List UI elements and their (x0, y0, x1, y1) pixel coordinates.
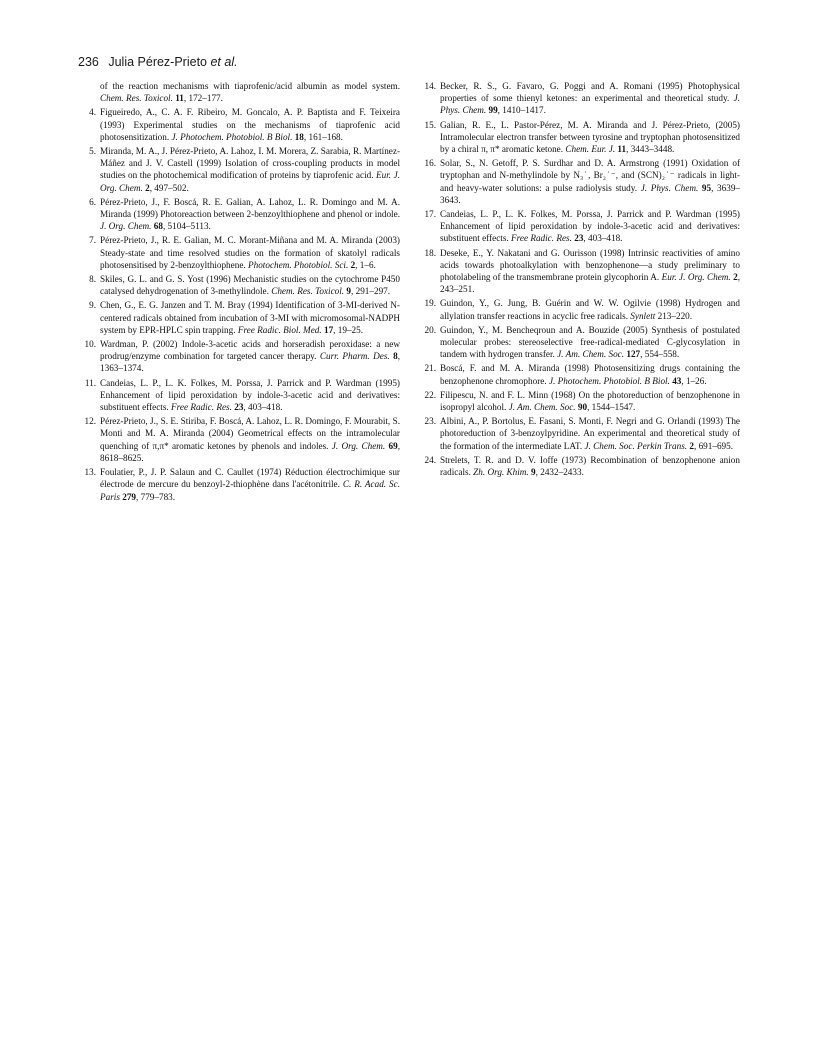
reference-number: 21. (424, 363, 436, 374)
volume-number: 11 (617, 144, 627, 155)
reference-text: , 403–418. (243, 402, 283, 413)
reference-text: , 779–783. (136, 491, 176, 502)
running-head-authors: Julia Pérez-Prieto (108, 55, 207, 69)
reference-text: Strelets, T. R. and D. V. Ioffe (1973) Recombination of benzophenone anion radicals. (440, 454, 740, 478)
reference-text: Filipescu, N. and F. L. Minn (1968) On the photoreduction of benzophenone in isopropyl alcohol. (440, 389, 740, 413)
reference-number: 23. (424, 416, 436, 427)
running-head (78, 55, 238, 69)
reference-number: 6. (89, 196, 96, 207)
volume-number: 90 (577, 402, 588, 413)
reference-text: , 1363–1374. (100, 351, 401, 374)
journal-name: Chem. Res. Toxicol. (100, 93, 173, 104)
volume-number: 23 (234, 402, 244, 413)
journal-name: Free Radic. Biol. Med. (237, 324, 322, 335)
reference-item (80, 234, 400, 271)
reference-number: 24. (424, 454, 436, 465)
reference-text: Galian, R. E., L. Pastor-Pérez, M. A. Miranda and J. Pérez-Prieto, (2005) Intramolecular electron transfer between tyrosine and tryptophan photosensitized by a chiral π, π* aromatic ketone. (440, 119, 740, 155)
journal-name: Free Radic. Res. (511, 233, 572, 244)
reference-item (80, 377, 400, 414)
volume-number: 17 (323, 324, 334, 335)
reference-item (80, 273, 400, 297)
reference-text: , 243–251. (440, 272, 740, 295)
reference-number: 8. (89, 274, 96, 285)
reference-item (420, 454, 740, 478)
journal-name: Photochem. Photobiol. Sci. (248, 259, 349, 270)
reference-text: , 172–177. (183, 93, 223, 104)
reference-item (80, 145, 400, 194)
journal-name: J. Chem. Soc. Perkin Trans. (584, 440, 688, 451)
reference-text: Skiles, G. L. and G. S. Yost (1996) Mechanistic studies on the cytochrome P450 catalysed dehydrogenation of 3-methylindole. (100, 274, 400, 297)
reference-text: Pérez-Prieto, J., R. E. Galian, M. C. Morant-Miñana and M. A. Miranda (2003) Steady-state and time resolved studies on the formation of skatolyl radicals photosensitised by 2-benzoylthiophene. (100, 235, 400, 270)
references-left-column (80, 80, 400, 505)
reference-text: Pérez-Prieto, J., S. E. Stiriba, F. Boscá, A. Lahoz, L. R. Domingo, F. Mourabit, S. Monti and M. A. Miranda (2004) Geometrical effects on the intramolecular quenching of π,π* aromatic ketones by phenols and indoles. (100, 416, 400, 451)
journal-name: C. R. Acad. Sc. Paris (100, 479, 400, 502)
reference-item (420, 389, 740, 413)
journal-name: Chem. Res. Toxicol. (271, 286, 345, 297)
reference-text: , 691–695. (693, 440, 734, 451)
volume-number: 2 (145, 182, 150, 193)
reference-text: , 8618–8625. (100, 440, 401, 463)
volume-number: 95 (701, 182, 712, 193)
journal-name: J. Photochem. Photobiol. B Biol. (171, 131, 293, 142)
reference-item (80, 415, 400, 464)
reference-text: , 291–297. (351, 286, 391, 297)
volume-number: 99 (488, 105, 498, 116)
reference-text: Boscá, F. and M. A. Miranda (1998) Photosensitizing drugs containing the benzophenone chromophore. (440, 363, 740, 386)
volume-number: 9 (346, 286, 351, 297)
volume-number: 68 (153, 221, 163, 232)
references-right-column (420, 80, 740, 480)
reference-text: , 3639–3643. (440, 182, 741, 205)
journal-name: Eur. J. Org. Chem. (661, 272, 731, 283)
reference-number: 19. (424, 298, 436, 309)
reference-text: Deseke, E., Y. Nakatani and G. Ourisson (1998) Intrinsic reactivities of amino acids towards photoalkylation with benzophenone—a study preliminary to photolabeling of the transmembrane protein glycophorin A. (440, 247, 740, 283)
reference-number: 15. (424, 119, 436, 130)
reference-item (80, 80, 400, 104)
journal-name: J. Phys. Chem. (440, 93, 740, 116)
reference-text: , 161–168. (303, 131, 343, 142)
volume-number: 9 (531, 467, 536, 478)
volume-number: 23 (574, 233, 584, 244)
page-number: 236 (78, 55, 99, 69)
volume-number: 2 (733, 272, 738, 283)
reference-text: , 1544–1547. (587, 402, 636, 413)
reference-text: , 3443–3448. (626, 144, 675, 155)
reference-item (80, 106, 400, 143)
journal-name: J. Am. Chem. Soc. (508, 402, 576, 413)
reference-number: 4. (89, 107, 96, 118)
volume-number: 127 (626, 349, 641, 360)
journal-name: J. Phys. Chem. (640, 182, 699, 193)
reference-text: , 1–6. (355, 259, 376, 270)
volume-number: 8 (393, 351, 398, 362)
reference-number: 16. (424, 158, 436, 169)
journal-name: Curr. Pharm. Des. (319, 351, 390, 362)
journal-name: J. Am. Chem. Soc. (557, 349, 625, 360)
reference-item (80, 338, 400, 375)
reference-number: 7. (89, 235, 96, 246)
reference-number: 17. (424, 209, 436, 220)
reference-text: , 19–25. (333, 324, 364, 335)
reference-text: , 2432–2433. (535, 467, 584, 478)
reference-number: 22. (424, 389, 436, 400)
journal-name: J. Org. Chem. (100, 221, 152, 232)
reference-item (420, 119, 740, 156)
journal-name: Chem. Eur. J. (565, 144, 616, 155)
reference-text: of the reaction mechanisms with tiaprofenic/acid albumin as model system. (100, 81, 400, 91)
reference-number: 14. (424, 81, 436, 91)
reference-text: Pérez-Prieto, J., F. Boscá, R. E. Galian, A. Lahoz, L. R. Domingo and M. A. Miranda (1999) Photoreaction between 2-benzoylthiophene and phenol or indole. (100, 196, 400, 220)
reference-text: Guindon, Y., G. Jung, B. Guérin and W. W. Ogilvie (1998) Hydrogen and allylation transfer reactions in acyclic free radicals. (440, 298, 740, 321)
reference-text: Candeias, L. P., L. K. Folkes, M. Porssa, J. Parrick and P. Wardman (1995) Enhancement of lipid peroxidation by indole-3-acetic acid and derivatives: substituent effects. (100, 377, 400, 413)
reference-number: 5. (89, 146, 96, 157)
reference-number: 12. (84, 416, 96, 427)
reference-text: Becker, R. S., G. Favaro, G. Poggi and A. Romani (1995) Photophysical properties of some thienyl ketones: an experimental and theoretical study. (440, 81, 740, 104)
volume-number: 2 (689, 440, 694, 451)
reference-number: 9. (89, 300, 96, 311)
reference-number: 13. (84, 467, 96, 478)
reference-item (80, 299, 400, 336)
reference-text: , 554–558. (640, 349, 680, 360)
reference-number: 10. (84, 339, 96, 350)
reference-item (420, 157, 740, 206)
journal-name: J. Photochem. Photobiol. B Biol. (548, 375, 670, 386)
reference-text: Guindon, Y., M. Bencheqroun and A. Bouzide (2005) Synthesis of postulated molecular probes: stereoselective free-radical-mediated C-glycosylation in tandem with hydrogen transfer. (440, 324, 740, 360)
reference-item (80, 196, 400, 233)
reference-item (420, 80, 740, 117)
reference-text: , 1410–1417. (497, 105, 546, 116)
reference-text: , 1–26. (681, 375, 707, 386)
journal-name: Eur. J. Org. Chem. (100, 170, 401, 193)
volume-number: 2 (350, 259, 356, 270)
reference-text: Foulatier, P., J. P. Salaun and C. Caullet (1974) Réduction électrochimique sur électrode de mercure du benzoyl-2-thiophène dans l'acétonitrile. (100, 467, 400, 490)
journal-name: J. Org. Chem. (331, 440, 386, 451)
reference-text: 213–220. (655, 310, 693, 321)
reference-number: 18. (424, 247, 436, 258)
reference-text: Figueiredo, A., C. A. F. Ribeiro, M. Goncalo, A. P. Baptista and F. Teixeira (1993) Experimental studies on the mechanisms of tiaprofenic acid photosensitization. (100, 107, 400, 142)
reference-text: Albini, A., P. Bortolus, E. Fasani, S. Monti, F. Negri and G. Orlandi (1993) The photoreduction of 3-benzoylpyridine. An experimental and theoretical study of the formation of the intermediate LAT. (440, 416, 740, 451)
reference-text: Solar, S., N. Getoff, P. S. Surdhar and D. A. Armstrong (1991) Oxidation of tryptophan and N-methylindole by N₃˙, Br₂˙⁻, and (SCN)₂˙⁻ radicals in light- and heavy-water solutions: a pulse radiolysis study. (440, 158, 740, 193)
volume-number: 69 (388, 440, 398, 451)
reference-item (420, 297, 740, 321)
volume-number: 11 (175, 93, 184, 104)
reference-item (420, 415, 740, 452)
reference-text: Miranda, M. A., J. Pérez-Prieto, A. Lahoz, I. M. Morera, Z. Sarabia, R. Martínez-Máñez and J. V. Castell (1999) Isolation of cross-coupling products in model studies on the photochemical modification of proteins by tiaprofenic acid. (100, 146, 400, 181)
reference-item (420, 208, 740, 245)
journal-name: Synlett (630, 310, 656, 321)
reference-item (420, 324, 740, 361)
reference-text: , 5104–5113. (162, 221, 211, 232)
reference-text: Chen, G., E. G. Janzen and T. M. Bray (1994) Identification of 3-MI-derived N-centered radicals obtained from incubation of 3-MI with micromosomal-NADPH system by EPR-HPLC spin trapping. (100, 300, 400, 335)
journal-name: Free Radic. Res. (171, 402, 232, 413)
reference-number: 20. (424, 324, 436, 335)
running-head-etal: et al. (210, 55, 238, 69)
reference-item (420, 362, 740, 386)
reference-text: , 403–418. (583, 233, 623, 244)
journal-name: Zh. Org. Khim. (473, 467, 529, 478)
reference-item (80, 466, 400, 503)
reference-item (420, 247, 740, 296)
reference-text: , 497–502. (149, 182, 189, 193)
reference-text: Wardman, P. (2002) Indole-3-acetic acids and horseradish peroxidase: a new prodrug/enzyme combination for targeted cancer therapy. (100, 339, 400, 362)
reference-text: Candeias, L. P., L. K. Folkes, M. Porssa, J. Parrick and P. Wardman (1995) Enhancement of lipid peroxidation by indole-3-acetic acid and derivatives: substituent effects. (440, 209, 740, 244)
reference-number: 11. (84, 377, 96, 388)
volume-number: 279 (122, 491, 136, 502)
volume-number: 18 (294, 131, 304, 142)
volume-number: 43 (672, 375, 682, 386)
